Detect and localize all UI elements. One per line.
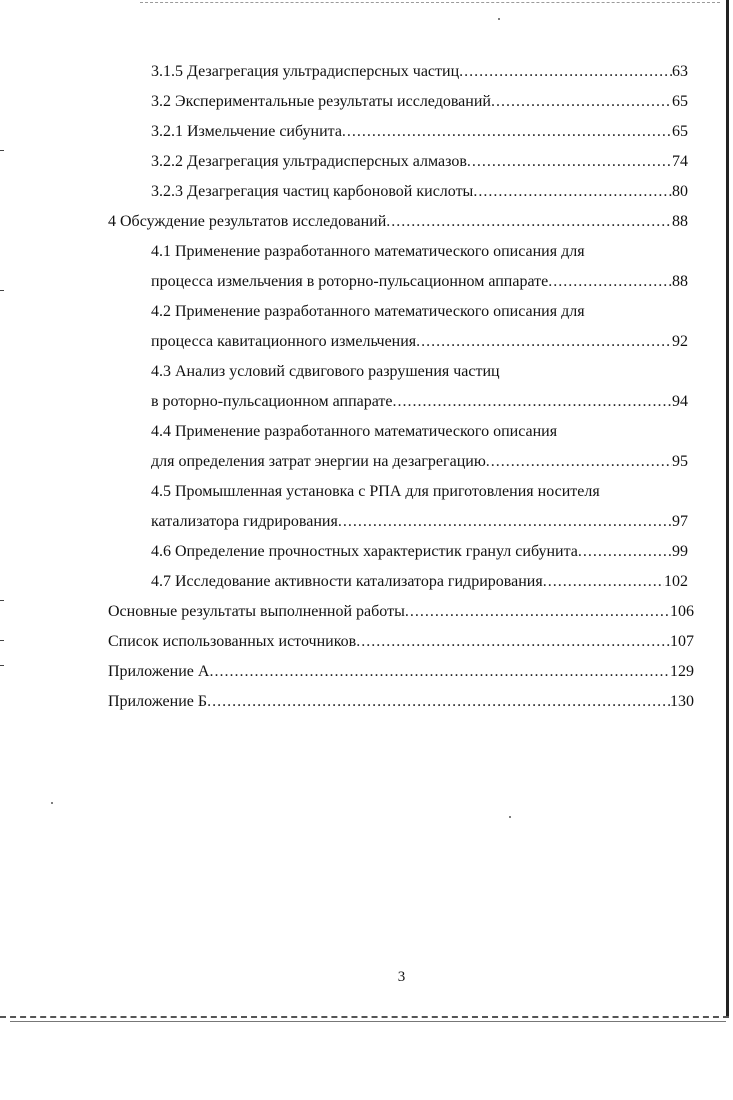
toc-entry-title: 4.6 Определение прочностных характеристик гранул сибунита [151, 543, 578, 560]
toc-entry-title: в роторно-пульсационном аппарате [151, 393, 393, 410]
toc-entry-title: для определения затрат энергии на дезагрегацию [151, 453, 486, 470]
scan-artifact-bottom-line-2 [10, 1021, 726, 1022]
toc-entry-title: 4.4 Применение разработанного математического описания [151, 423, 558, 440]
toc-entry-title: 4.7 Исследование активности катализатора гидрирования [151, 573, 543, 590]
toc-entry-page: 99 [672, 543, 688, 560]
toc-dot-leader [386, 211, 672, 233]
toc-entry-title: 3.2.3 Дезагрегация частиц карбоновой кислоты [151, 183, 474, 200]
toc-entry[interactable] [151, 271, 688, 293]
toc-entry-page: 95 [672, 453, 688, 470]
toc-entry-title: Приложение Б [108, 693, 208, 710]
scan-artifact-tick [0, 665, 4, 666]
toc-entry-first-line[interactable] [151, 361, 688, 383]
toc-dot-leader [491, 91, 672, 113]
toc-dot-leader [405, 601, 670, 623]
toc-entry-page: 94 [672, 393, 688, 410]
scan-artifact-speck [51, 802, 53, 804]
toc-entry-page: 129 [670, 663, 694, 680]
toc-entry-title: катализатора гидрирования [151, 513, 338, 530]
toc-entry-first-line[interactable] [151, 301, 688, 323]
toc-entry-first-line[interactable] [151, 421, 688, 443]
toc-entry-first-line[interactable] [151, 241, 688, 263]
toc-entry-page: 88 [672, 273, 688, 290]
toc-entry-title: Список использованных источников [108, 633, 357, 650]
toc-entry-title: процесса измельчения в роторно-пульсационном аппарате [151, 273, 549, 290]
scan-artifact-tick [0, 640, 4, 641]
toc-entry[interactable] [151, 391, 688, 413]
toc-dot-leader [548, 271, 672, 293]
toc-entry[interactable] [151, 121, 688, 143]
toc-entry-title: 3.2.2 Дезагрегация ультрадисперсных алмазов [151, 153, 467, 170]
toc-entry-title: 3.2.1 Измельчение сибунита [151, 123, 342, 140]
toc-entry[interactable] [151, 151, 688, 173]
scan-artifact-page-edge [726, 0, 729, 1018]
scan-artifact-bottom-line [0, 1016, 729, 1018]
scan-artifact-speck [498, 18, 500, 20]
toc-entry-page: 92 [672, 333, 688, 350]
toc-entry-title: 4.1 Применение разработанного математического описания для [151, 243, 585, 260]
toc-dot-leader [543, 571, 664, 593]
scan-artifact-tick [0, 290, 4, 291]
toc-entry[interactable] [151, 571, 688, 593]
toc-entry-page: 97 [672, 513, 688, 530]
toc-entry[interactable] [151, 331, 688, 353]
toc-dot-leader [416, 331, 672, 353]
toc-entry-first-line[interactable] [151, 481, 688, 503]
toc-entry[interactable] [151, 61, 688, 83]
toc-entry[interactable] [108, 601, 694, 623]
toc-dot-leader [473, 181, 672, 203]
page-number: 3 [397, 969, 406, 985]
toc-dot-leader [486, 451, 672, 473]
toc-dot-leader [356, 631, 670, 653]
scan-artifact-top-line [140, 2, 720, 3]
toc-entry[interactable] [151, 451, 688, 473]
toc-entry-title: 4.2 Применение разработанного математического описания для [151, 303, 585, 320]
toc-entry-page: 88 [672, 213, 688, 230]
toc-entry-title: 4.3 Анализ условий сдвигового разрушения частиц [151, 363, 500, 380]
scan-artifact-speck [509, 816, 511, 818]
scan-artifact-tick [0, 600, 4, 601]
toc-dot-leader [207, 691, 670, 713]
toc-entry[interactable] [151, 91, 688, 113]
toc-entry-title: 3.1.5 Дезагрегация ультрадисперсных частиц [151, 63, 460, 80]
toc-entry-title: 4.5 Промышленная установка с РПА для приготовления носителя [151, 483, 600, 500]
toc-dot-leader [393, 391, 672, 413]
toc-entry-title: 3.2 Экспериментальные результаты исследований [151, 93, 491, 110]
toc-entry-title: 4 Обсуждение результатов исследований [108, 213, 387, 230]
toc-entry-page: 65 [672, 123, 688, 140]
toc-dot-leader [342, 121, 672, 143]
toc-dot-leader [459, 61, 672, 83]
toc-entry-page: 130 [670, 693, 694, 710]
toc-entry[interactable] [108, 661, 694, 683]
toc-entry-page: 80 [672, 183, 688, 200]
toc-entry-page: 107 [670, 633, 694, 650]
toc-entry[interactable] [151, 541, 688, 563]
toc-entry[interactable] [108, 691, 694, 713]
toc-entry-page: 65 [672, 93, 688, 110]
toc-dot-leader [578, 541, 672, 563]
toc-entry[interactable] [108, 211, 688, 233]
toc-entry-title: Приложение А [108, 663, 210, 680]
toc-entry-title: процесса кавитационного измельчения [151, 333, 417, 350]
toc-entry-page: 106 [670, 603, 694, 620]
toc-entry-page: 102 [664, 573, 688, 590]
toc-entry[interactable] [151, 181, 688, 203]
toc-entry-title: Основные результаты выполненной работы [108, 603, 405, 620]
toc-entry-page: 74 [672, 153, 688, 170]
toc-entry-page: 63 [672, 63, 688, 80]
toc-entry[interactable] [151, 511, 688, 533]
scan-artifact-tick [0, 150, 4, 151]
toc-dot-leader [467, 151, 672, 173]
toc-dot-leader [338, 511, 672, 533]
toc-entry[interactable] [108, 631, 694, 653]
toc-dot-leader [209, 661, 670, 683]
